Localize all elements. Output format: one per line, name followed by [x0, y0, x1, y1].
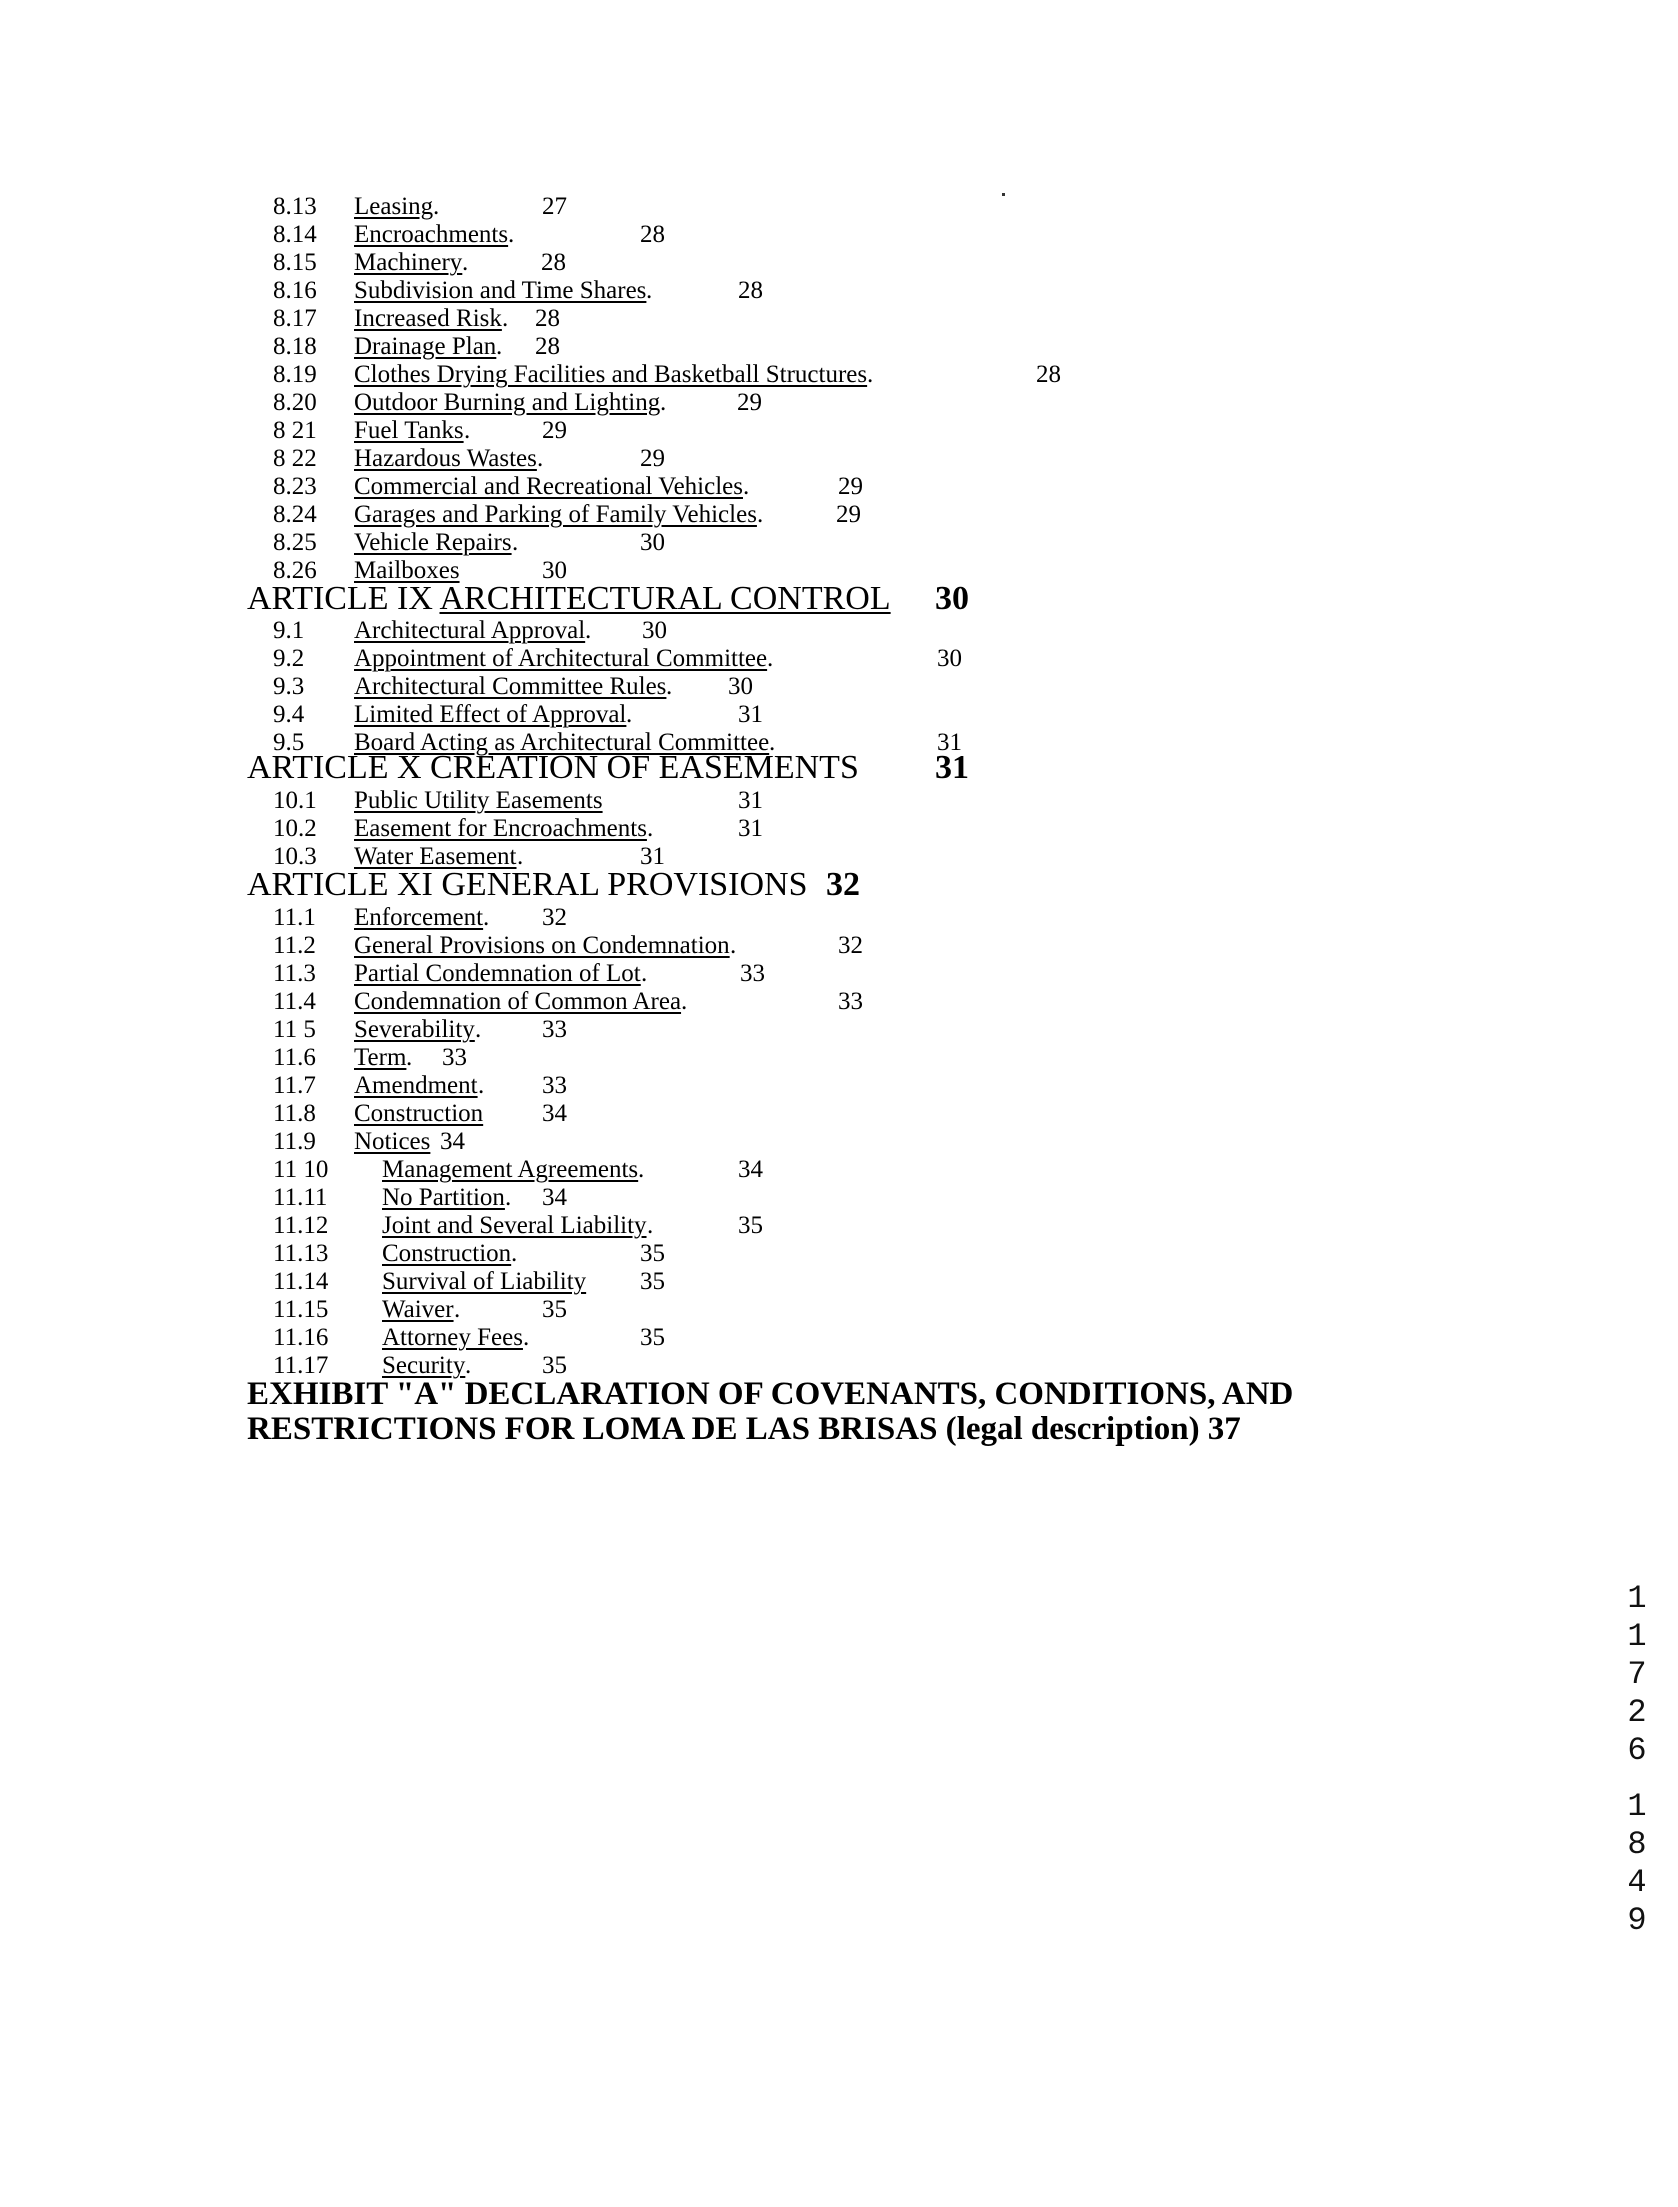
- section-number: 9.1: [273, 617, 305, 644]
- stamp-digit: 1: [1627, 1788, 1647, 1825]
- title-separator: .: [483, 904, 490, 931]
- section-title: Notices: [354, 1128, 431, 1155]
- title-separator: .: [626, 701, 633, 728]
- section-title: Public Utility Easements: [354, 787, 603, 814]
- section-title: Partial Condemnation of Lot: [354, 960, 641, 987]
- section-number: 8.19: [273, 361, 317, 388]
- page-number: 32: [542, 904, 567, 931]
- section-title: Severability: [354, 1016, 475, 1043]
- page-number: 31: [738, 815, 763, 842]
- page-number: 30: [937, 645, 962, 672]
- stamp-digit: 9: [1627, 1902, 1647, 1939]
- section-title: Outdoor Burning and Lighting: [354, 389, 661, 416]
- section-number: 11.12: [273, 1212, 329, 1239]
- section-number: 8.26: [273, 557, 317, 584]
- section-number: 8.23: [273, 473, 317, 500]
- title-separator: .: [517, 843, 524, 870]
- title-separator: .: [465, 1352, 472, 1379]
- title-separator: .: [496, 333, 503, 360]
- page-number: 35: [640, 1240, 665, 1267]
- title-separator: .: [502, 305, 509, 332]
- section-number: 8.13: [273, 193, 317, 220]
- section-number: 11 10: [273, 1156, 329, 1183]
- article-title: ARTICLE XI GENERAL PROVISIONS 32: [247, 866, 861, 903]
- section-number: 10.2: [273, 815, 317, 842]
- title-separator: .: [406, 1044, 413, 1071]
- page-number: 31: [640, 843, 665, 870]
- section-title: Increased Risk: [354, 305, 502, 332]
- section-number: 11.6: [273, 1044, 316, 1071]
- stamp-digit: 2: [1627, 1694, 1647, 1731]
- exhibit-heading-line-2: RESTRICTIONS FOR LOMA DE LAS BRISAS (legal description) 37: [247, 1411, 1241, 1447]
- section-title: Management Agreements: [382, 1156, 639, 1183]
- page-number: 29: [836, 501, 861, 528]
- section-number: 8 21: [273, 417, 317, 444]
- title-separator: .: [666, 673, 673, 700]
- stamp-group-2: [1612, 1788, 1662, 1940]
- section-number: 10.1: [273, 787, 317, 814]
- section-number: 8.17: [273, 305, 317, 332]
- title-separator: .: [638, 1156, 645, 1183]
- section-title: Subdivision and Time Shares: [354, 277, 647, 304]
- page-number: 33: [542, 1016, 567, 1043]
- section-number: 9.2: [273, 645, 305, 672]
- title-separator: .: [537, 445, 544, 472]
- section-title: Leasing: [354, 193, 434, 220]
- page-number: 35: [542, 1352, 567, 1379]
- section-number: 11.4: [273, 988, 316, 1015]
- page-number: 34: [542, 1100, 567, 1127]
- section-title: No Partition: [382, 1184, 505, 1211]
- stamp-digit: 1: [1627, 1580, 1647, 1617]
- section-title: Commercial and Recreational Vehicles: [354, 473, 743, 500]
- page-number: 33: [542, 1072, 567, 1099]
- stamp-digit: 1: [1627, 1618, 1647, 1655]
- section-title: Waiver: [382, 1296, 454, 1323]
- stamp-digit: 8: [1627, 1826, 1647, 1863]
- section-number: 11.14: [273, 1268, 329, 1295]
- section-title: Easement for Encroachments: [354, 815, 647, 842]
- section-number: 8.18: [273, 333, 317, 360]
- section-title: General Provisions on Condemnation: [354, 932, 730, 959]
- section-title: Clothes Drying Facilities and Basketball Structures: [354, 361, 868, 388]
- page-number: 33: [442, 1044, 467, 1071]
- section-title: Security: [382, 1352, 466, 1379]
- title-separator: .: [647, 1212, 654, 1239]
- section-number: 11 5: [273, 1016, 316, 1043]
- article-title: ARTICLE X CREATION OF EASEMENTS: [247, 749, 859, 786]
- page-number: 31: [738, 701, 763, 728]
- title-separator: .: [433, 193, 440, 220]
- section-title: Construction: [382, 1240, 512, 1267]
- title-separator: .: [769, 729, 776, 756]
- section-number: 11.3: [273, 960, 316, 987]
- title-separator: .: [767, 645, 774, 672]
- section-title: Water Easement: [354, 843, 517, 870]
- page-number: 35: [738, 1212, 763, 1239]
- title-separator: .: [462, 249, 469, 276]
- section-number: 11.8: [273, 1100, 316, 1127]
- article-title: ARTICLE IX ARCHITECTURAL CONTROL: [247, 580, 891, 617]
- exhibit-heading-line-1: EXHIBIT "A" DECLARATION OF COVENANTS, CONDITIONS, AND: [247, 1376, 1294, 1412]
- section-number: 8 22: [273, 445, 317, 472]
- section-number: 11.2: [273, 932, 316, 959]
- section-number: 8.24: [273, 501, 317, 528]
- section-title: Machinery: [354, 249, 463, 276]
- section-number: 8.25: [273, 529, 317, 556]
- section-title: Term: [354, 1044, 407, 1071]
- section-number: 8.16: [273, 277, 317, 304]
- page-number: 30: [542, 557, 567, 584]
- section-number: 11.17: [273, 1352, 329, 1379]
- stamp-digit: 6: [1627, 1732, 1647, 1769]
- section-number: 11.9: [273, 1128, 316, 1155]
- page-number: 28: [541, 249, 566, 276]
- section-title: Attorney Fees: [382, 1324, 523, 1351]
- section-title: Hazardous Wastes: [354, 445, 537, 472]
- section-number: 11.1: [273, 904, 316, 931]
- page-number: 32: [826, 866, 861, 903]
- page-number: 30: [640, 529, 665, 556]
- title-separator: .: [647, 815, 654, 842]
- section-number: 11.11: [273, 1184, 328, 1211]
- page-number: 34: [440, 1128, 465, 1155]
- section-title: Architectural Approval: [354, 617, 586, 644]
- section-title: Amendment: [354, 1072, 478, 1099]
- page-number: 30: [935, 580, 969, 617]
- section-number: 10.3: [273, 843, 317, 870]
- section-title: Joint and Several Liability: [382, 1212, 647, 1239]
- page-number: 33: [838, 988, 863, 1015]
- title-separator: .: [512, 529, 519, 556]
- title-separator: .: [681, 988, 688, 1015]
- section-title: Enforcement: [354, 904, 484, 931]
- section-title: Construction: [354, 1100, 484, 1127]
- section-title: Vehicle Repairs: [354, 529, 512, 556]
- section-number: 9.5: [273, 729, 305, 756]
- page-number: 33: [740, 960, 765, 987]
- document-stamp-number: [1612, 1580, 1662, 1958]
- page-number: 29: [542, 417, 567, 444]
- title-separator: .: [454, 1296, 461, 1323]
- page-number: 28: [640, 221, 665, 248]
- page-number: 32: [838, 932, 863, 959]
- stamp-digit: 4: [1627, 1864, 1647, 1901]
- section-title: Fuel Tanks: [354, 417, 464, 444]
- title-separator: .: [508, 221, 515, 248]
- title-separator: .: [585, 617, 592, 644]
- page-number: 28: [738, 277, 763, 304]
- page-number: 29: [838, 473, 863, 500]
- section-number: 8.14: [273, 221, 317, 248]
- section-title: Limited Effect of Approval: [354, 701, 627, 728]
- title-separator: .: [475, 1016, 482, 1043]
- section-number: 11.7: [273, 1072, 316, 1099]
- section-title: Board Acting as Architectural Committee: [354, 729, 770, 756]
- title-separator: .: [743, 473, 750, 500]
- section-title: Drainage Plan: [354, 333, 497, 360]
- page-number: 35: [640, 1324, 665, 1351]
- section-title: Encroachments: [354, 221, 509, 248]
- section-number: 9.3: [273, 673, 305, 700]
- page-number: 28: [535, 333, 560, 360]
- page-number: 31: [935, 749, 969, 786]
- section-title: Architectural Committee Rules: [354, 673, 667, 700]
- title-separator: .: [660, 389, 667, 416]
- stray-mark: [1002, 193, 1005, 196]
- page-number: 34: [738, 1156, 763, 1183]
- section-number: 11.15: [273, 1296, 329, 1323]
- page-number: 27: [542, 193, 567, 220]
- page-number: 30: [642, 617, 667, 644]
- section-title: Condemnation of Common Area: [354, 988, 682, 1015]
- page-number: 31: [937, 729, 962, 756]
- section-number: 11.13: [273, 1240, 329, 1267]
- title-separator: .: [464, 417, 471, 444]
- title-separator: .: [641, 960, 648, 987]
- section-title: Survival of Liability: [382, 1268, 587, 1295]
- title-separator: .: [505, 1184, 512, 1211]
- title-separator: .: [478, 1072, 485, 1099]
- title-separator: .: [730, 932, 737, 959]
- title-separator: .: [646, 277, 653, 304]
- page-number: 35: [542, 1296, 567, 1323]
- section-title: Appointment of Architectural Committee: [354, 645, 768, 672]
- title-separator: .: [523, 1324, 530, 1351]
- page-number: 29: [640, 445, 665, 472]
- section-title: Garages and Parking of Family Vehicles: [354, 501, 757, 528]
- page-number: 34: [542, 1184, 567, 1211]
- page-number: 28: [1036, 361, 1061, 388]
- page-number: 35: [640, 1268, 665, 1295]
- page-number: 28: [535, 305, 560, 332]
- page-number: 31: [738, 787, 763, 814]
- page-number: 30: [728, 673, 753, 700]
- stamp-group-1: [1612, 1580, 1662, 1770]
- section-number: 8.15: [273, 249, 317, 276]
- title-separator: .: [511, 1240, 518, 1267]
- title-separator: .: [867, 361, 874, 388]
- section-number: 9.4: [273, 701, 305, 728]
- stamp-digit: 7: [1627, 1656, 1647, 1693]
- section-number: 11.16: [273, 1324, 329, 1351]
- page-number: 29: [737, 389, 762, 416]
- section-number: 8.20: [273, 389, 317, 416]
- section-title: Mailboxes: [354, 557, 460, 584]
- title-separator: .: [757, 501, 764, 528]
